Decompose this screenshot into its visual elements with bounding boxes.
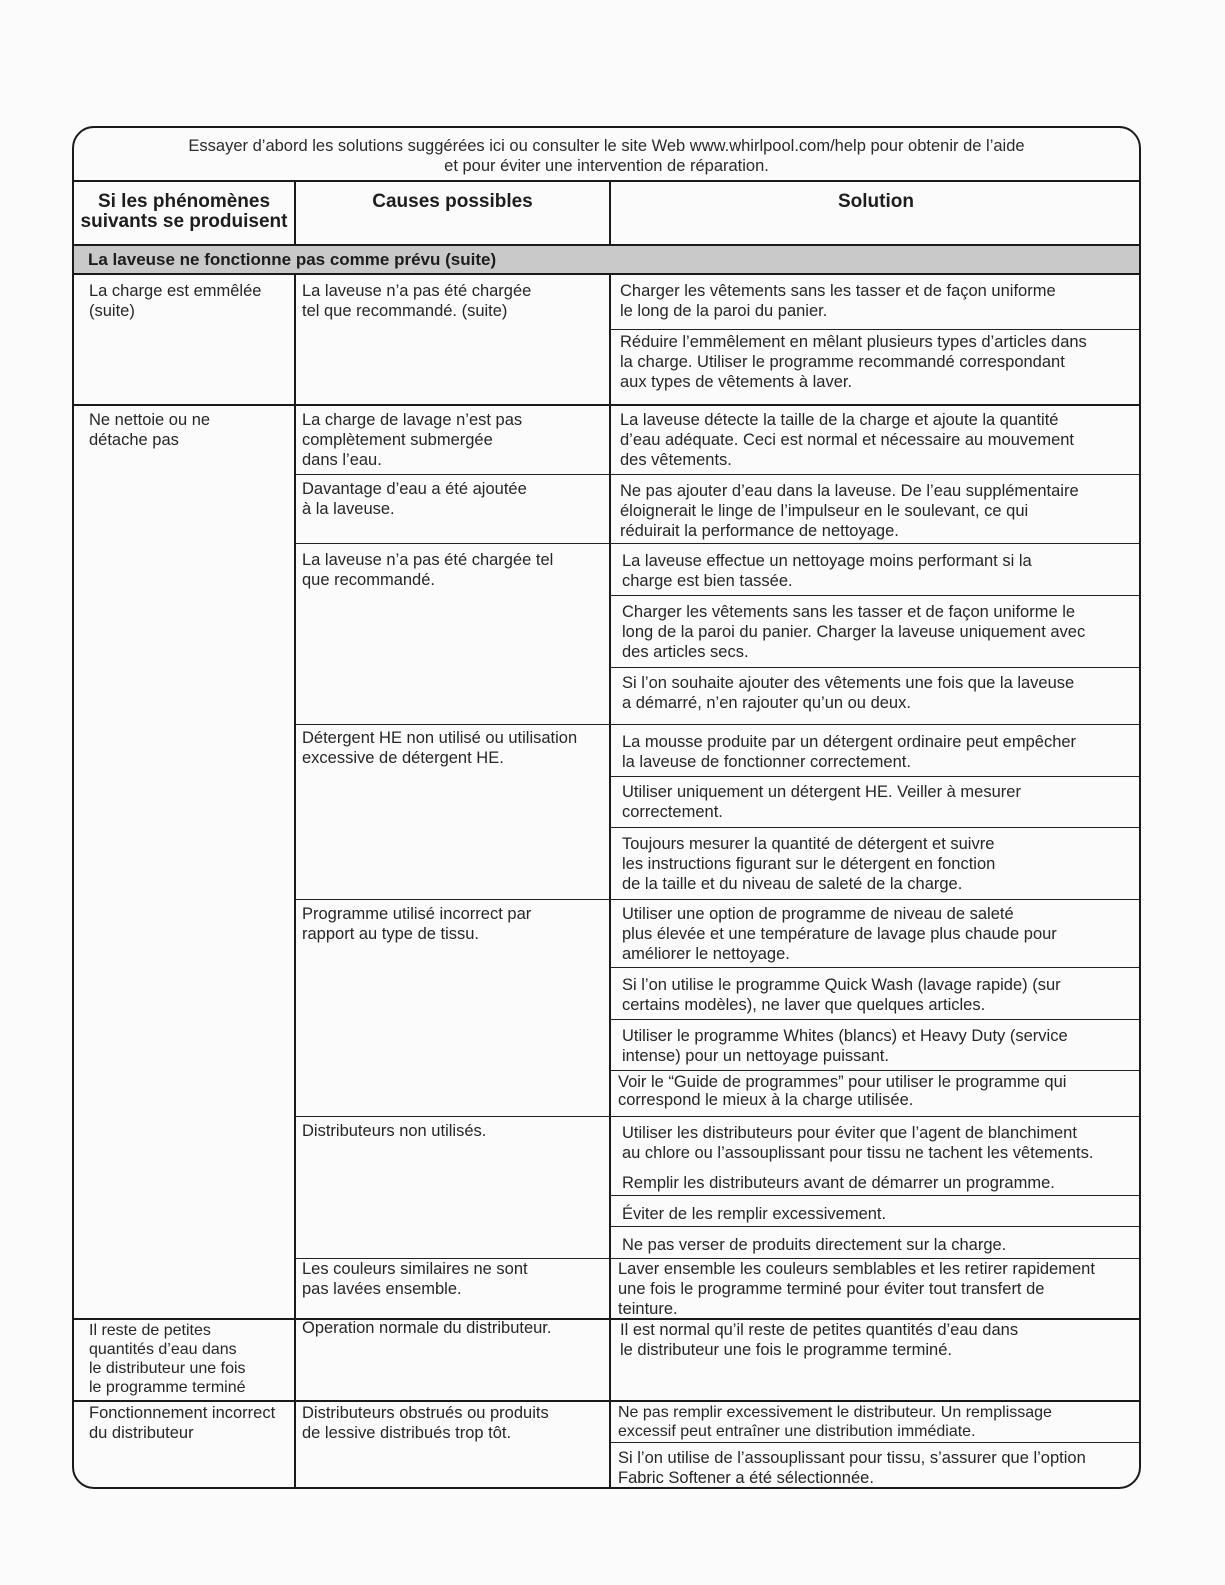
- problem-cell: Fonctionnement incorrect du distributeur: [89, 1404, 276, 1442]
- row-divider: [610, 1070, 1139, 1071]
- solution-cell: Utiliser uniquement un détergent HE. Veiller à mesurer correctement.: [622, 783, 1021, 821]
- solution-cell: La mousse produite par un détergent ordinaire peut empêcher la laveuse de fonctionner correctement.: [622, 733, 1077, 771]
- row-divider: [610, 667, 1139, 668]
- intro-text: [74, 128, 1139, 182]
- cause-cell: La charge de lavage n’est pas complètement submergée dans l’eau.: [302, 411, 523, 469]
- solution-cell: Utiliser une option de programme de niveau de saleté plus élevée et une température de lavage plus chaude pour améliorer le nettoyage.: [622, 905, 1057, 963]
- solution-cell: Charger les vêtements sans les tasser et de façon uniforme le long de la paroi du panier. Charger la laveuse uniquement avec des articles secs.: [622, 603, 1086, 661]
- divider: [294, 181, 296, 244]
- cause-cell: Operation normale du distributeur.: [302, 1319, 552, 1337]
- row-divider: [610, 1019, 1139, 1020]
- header-phenomena: Si les phénomènes suivants se produisent: [80, 191, 288, 232]
- cause-cell: La laveuse n’a pas été chargée tel que recommandé.: [302, 551, 554, 589]
- header-solution: Solution: [838, 191, 914, 212]
- solution-cell: Ne pas verser de produits directement sur la charge.: [622, 1236, 1007, 1254]
- solution-cell: Toujours mesurer la quantité de détergent et suivre les instructions figurant sur le détergent en fonction de la taille et du niveau de saleté de la charge.: [622, 835, 996, 893]
- solution-cell: Il est normal qu’il reste de petites quantités d’eau dans le distributeur une fois le programme terminé.: [620, 1321, 1019, 1359]
- cause-cell: Distributeurs non utilisés.: [302, 1122, 487, 1140]
- row-divider: [610, 1195, 1139, 1196]
- header-causes: Causes possibles: [372, 191, 533, 212]
- row-divider: [295, 543, 1139, 544]
- solution-cell: Utiliser les distributeurs pour éviter que l’agent de blanchiment au chlore ou l’assouplissant pour tissu ne tachent les vêtements.: [622, 1124, 1094, 1162]
- cause-cell: Programme utilisé incorrect par rapport au type de tissu.: [302, 905, 532, 943]
- solution-cell: Éviter de les remplir excessivement.: [622, 1205, 887, 1223]
- solution-cell: Remplir les distributeurs avant de démarrer un programme.: [622, 1174, 1055, 1192]
- row-divider: [610, 595, 1139, 596]
- divider: [294, 275, 296, 1489]
- divider: [609, 181, 611, 244]
- solution-cell: Si l’on souhaite ajouter des vêtements une fois que la laveuse a démarré, n’en rajouter qu’un ou deux.: [622, 674, 1075, 712]
- cause-cell: Détergent HE non utilisé ou utilisation excessive de détergent HE.: [302, 729, 578, 767]
- divider: [609, 275, 611, 1489]
- row-divider: [74, 404, 1139, 406]
- solution-cell: Ne pas remplir excessivement le distributeur. Un remplissage excessif peut entraîner une distribution immédiate.: [618, 1404, 1052, 1440]
- solution-cell: Voir le “Guide de programmes” pour utiliser le programme qui correspond le mieux à la charge utilisée.: [618, 1073, 1067, 1109]
- row-divider: [610, 1226, 1139, 1227]
- row-divider: [295, 1116, 1139, 1117]
- solution-cell: Si l’on utilise le programme Quick Wash (lavage rapide) (sur certains modèles), ne laver que quelques articles.: [622, 976, 1061, 1014]
- solution-cell: Réduire l’emmêlement en mêlant plusieurs types d’articles dans la charge. Utiliser le programme recommandé correspondant aux types de vêtements à laver.: [620, 333, 1087, 391]
- troubleshooting-table: [72, 126, 1141, 1489]
- cause-cell: La laveuse n’a pas été chargée tel que recommandé. (suite): [302, 282, 532, 320]
- solution-cell: Si l’on utilise de l’assouplissant pour tissu, s’assurer que l’option Fabric Softener a été sélectionnée.: [618, 1449, 1086, 1487]
- intro-line-1: Essayer d’abord les solutions suggérées ici ou consulter le site Web www.whirlpool.com/help pour obtenir de l’aide: [188, 137, 1025, 155]
- row-divider: [610, 1442, 1139, 1443]
- cause-cell: Distributeurs obstrués ou produits de lessive distribués trop tôt.: [302, 1404, 549, 1442]
- row-divider: [74, 1400, 1139, 1402]
- problem-cell: Ne nettoie ou ne détache pas: [89, 411, 211, 449]
- intro-line-2: et pour éviter une intervention de réparation.: [444, 157, 769, 175]
- solution-cell: Charger les vêtements sans les tasser et de façon uniforme le long de la paroi du panier.: [620, 282, 1056, 320]
- divider: [74, 180, 1139, 182]
- row-divider: [610, 827, 1139, 828]
- solution-cell: La laveuse effectue un nettoyage moins performant si la charge est bien tassée.: [622, 552, 1032, 590]
- solution-cell: Laver ensemble les couleurs semblables et les retirer rapidement une fois le programme terminé pour éviter tout transfert de teinture.: [618, 1260, 1095, 1318]
- solution-cell: La laveuse détecte la taille de la charge et ajoute la quantité d’eau adéquate. Ceci est normal et nécessaire au mouvement des vêtements.: [620, 411, 1075, 469]
- row-divider: [610, 329, 1139, 330]
- cause-cell: Davantage d’eau a été ajoutée à la laveuse.: [302, 480, 527, 518]
- solution-cell: Utiliser le programme Whites (blancs) et Heavy Duty (service intense) pour un nettoyage puissant.: [622, 1027, 1068, 1065]
- row-divider: [610, 776, 1139, 777]
- problem-cell: Il reste de petites quantités d’eau dans le distributeur une fois le programme terminé: [89, 1322, 246, 1396]
- problem-cell: La charge est emmêlée (suite): [89, 282, 262, 320]
- row-divider: [610, 967, 1139, 968]
- solution-cell: Ne pas ajouter d’eau dans la laveuse. De l’eau supplémentaire éloignerait le linge de l’impulseur en le soulevant, ce qui réduirait la performance de nettoyage.: [620, 482, 1079, 540]
- cause-cell: Les couleurs similaires ne sont pas lavées ensemble.: [302, 1260, 528, 1298]
- row-divider: [295, 474, 1139, 475]
- row-divider: [295, 899, 1139, 900]
- row-divider: [295, 724, 1139, 725]
- section-title: La laveuse ne fonctionne pas comme prévu (suite): [74, 244, 1139, 275]
